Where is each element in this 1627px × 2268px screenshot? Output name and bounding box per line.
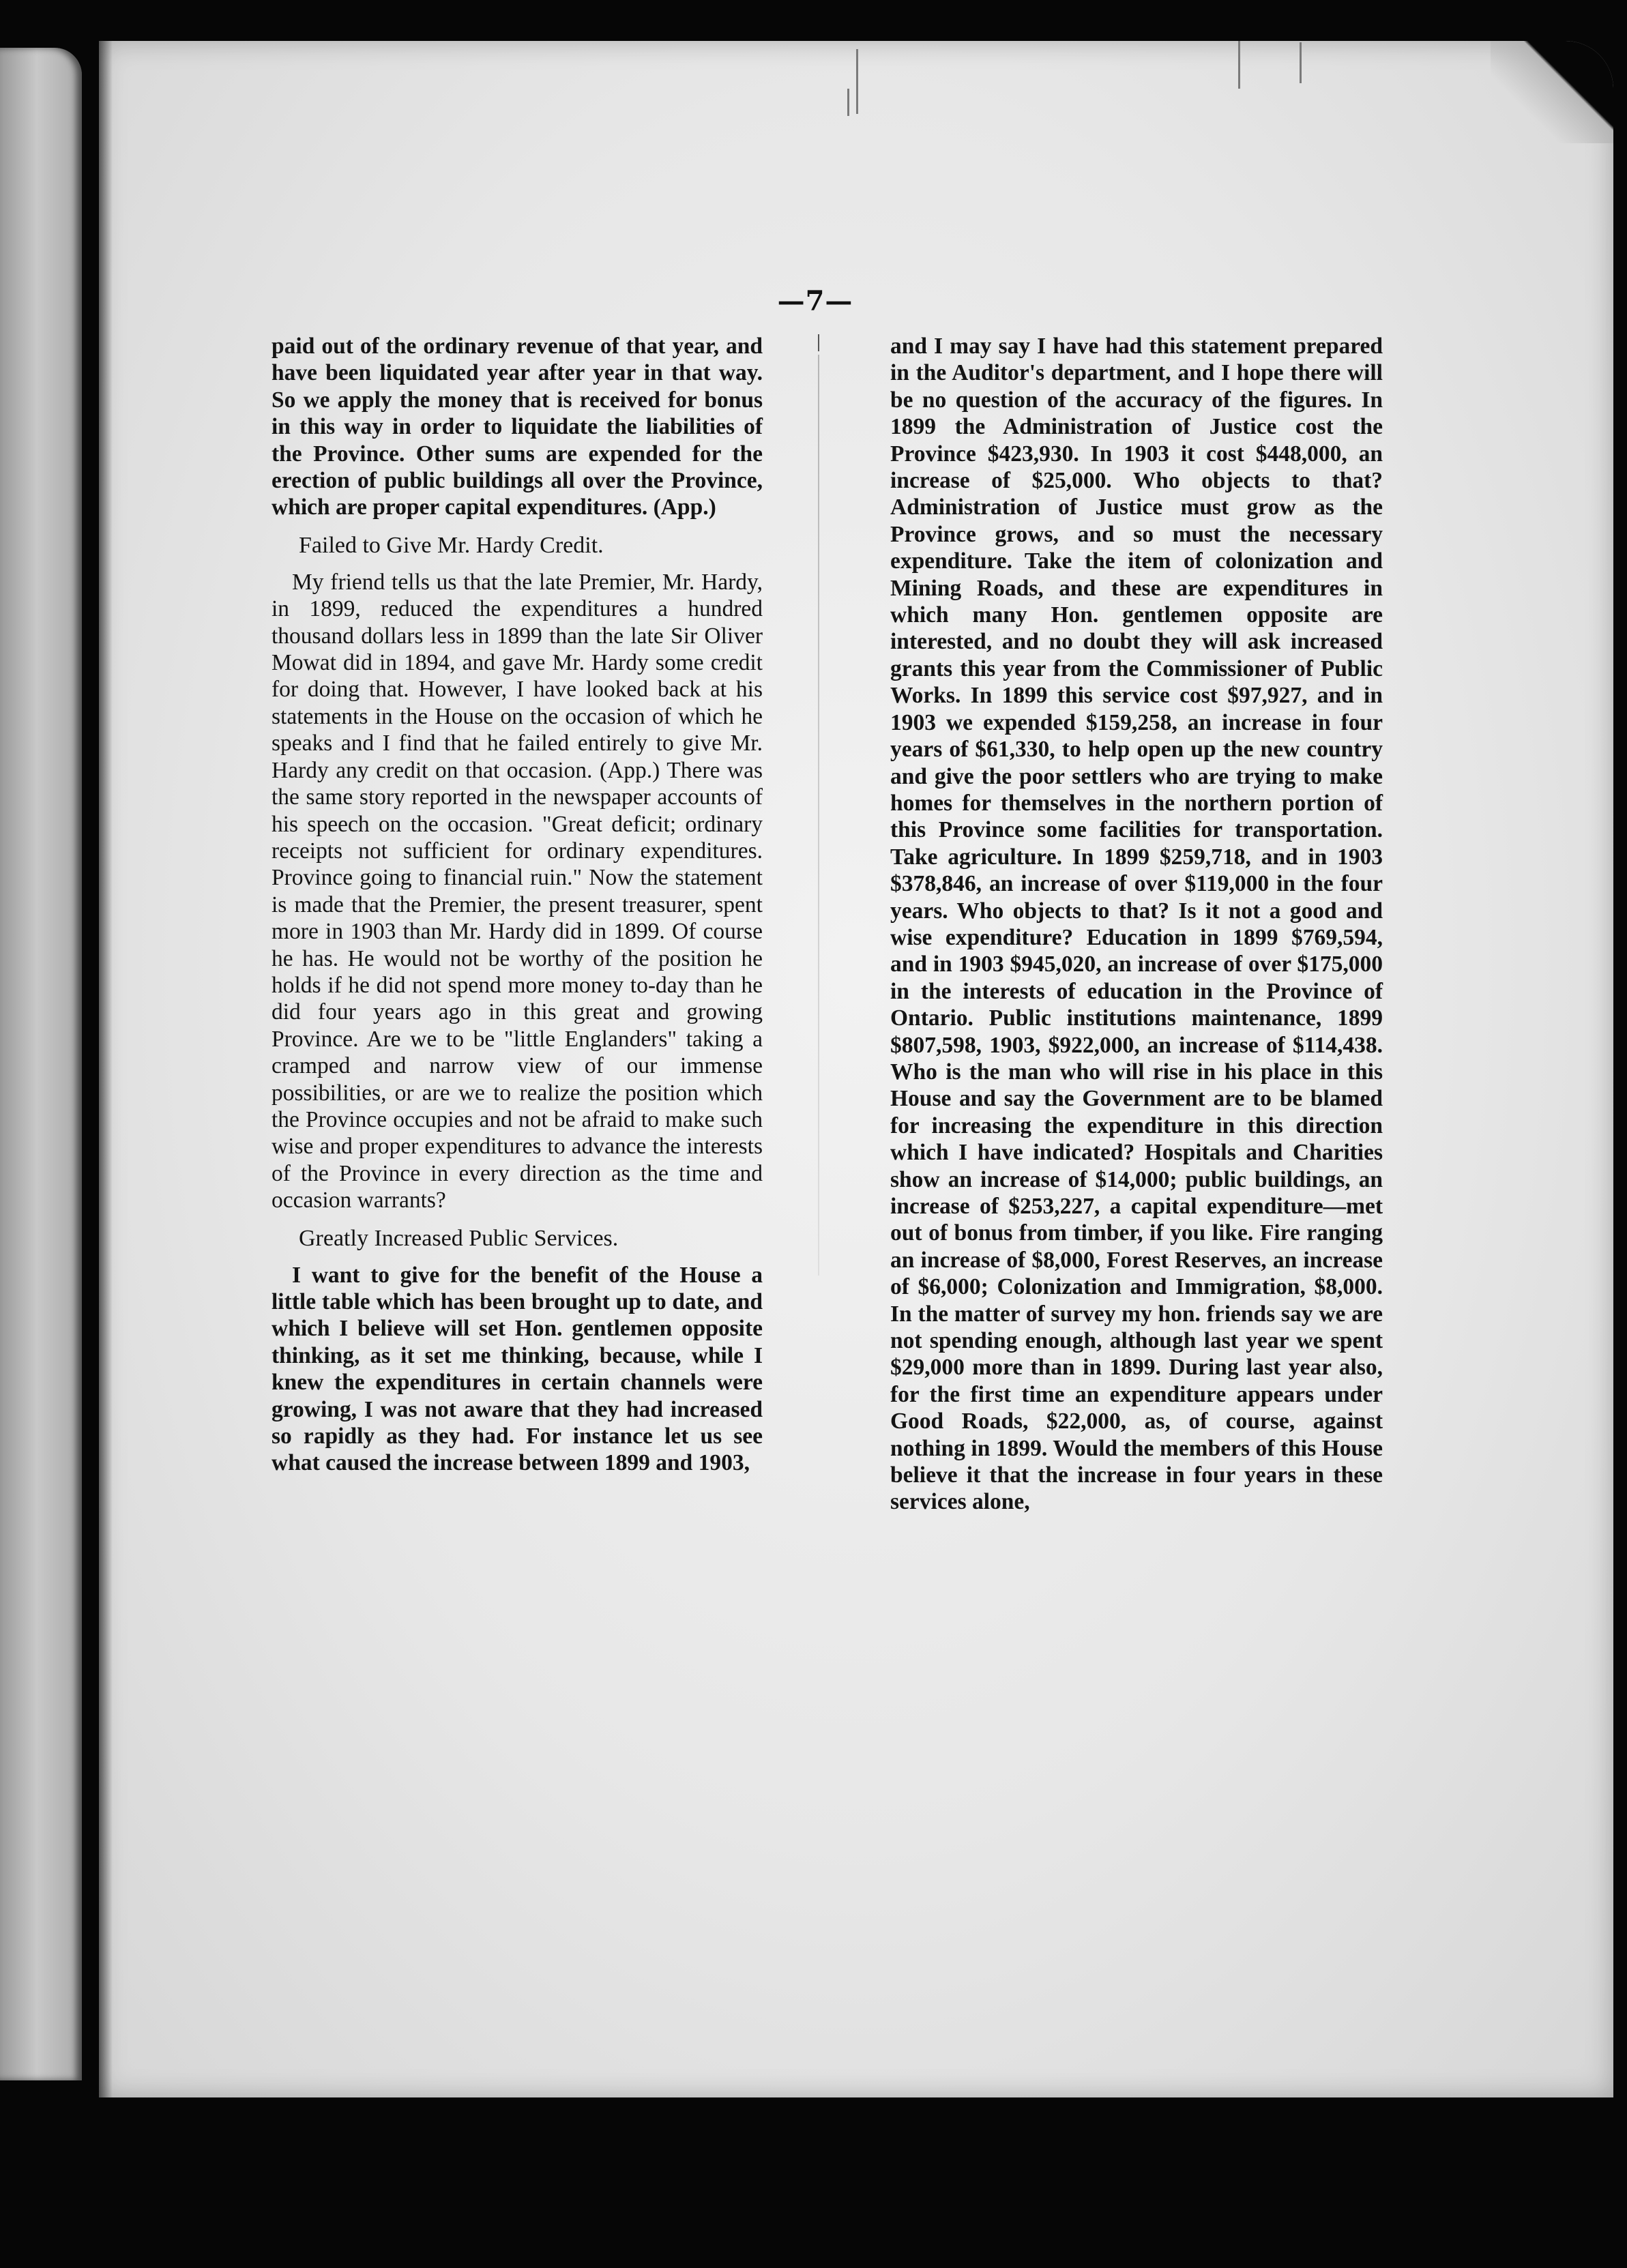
page-number: —7—: [777, 285, 853, 317]
body-paragraph: My friend tells us that the late Premier, Mr. Hardy, in 1899, reduced the expenditures a hundred thousand dollars less in 1899 than the late Sir Oliver Mowat did in 1894, and gave Mr. Hardy some credit for doing that. However, I have looked back at his statements in the House on the occasion of which he speaks and I find that he failed entirely to give Mr. Hardy any credit on that occasion. (App.) There was the same story reported in the newspaper accounts of his speech on the occasion. "Great deficit; ordinary receipts not sufficient for ordinary expenditures. Province going to financial ruin." Now the statement is made that the Premier, the present treasurer, spent more in 1903 than Mr. Hardy did in 1899. Of course he has. He would not be worthy of the position he holds if he did not spend more money to-day than he did four years ago in this great and growing Province. Are we to be "little Englanders" taking a cramped and narrow view of our immense possibilities, or are we to realize the position which the Province occupies and not be afraid to make such wise and proper expenditures to advance the interests of the Province in every direction as the time and occasion warrants?: [272, 569, 763, 1213]
section-heading: Failed to Give Mr. Hardy Credit.: [299, 532, 604, 558]
scan-artifact: [1238, 41, 1240, 89]
column-rule: [818, 334, 819, 351]
scan-artifact: [1300, 42, 1302, 83]
scan-artifact: [856, 49, 858, 114]
column-rule-faint: [818, 355, 819, 1276]
previous-page-edge: [0, 48, 82, 2080]
section-heading: Greatly Increased Public Services.: [299, 1225, 619, 1251]
scan-artifact: [847, 89, 849, 116]
body-paragraph: I want to give for the benefit of the House a little table which has been brought up to date, and which I believe will set Hon. gentlemen opposite thinking, as it set me thinking, because, while I knew the expenditures in certain channels were growing, I was not aware that they had increased so rapidly as they had. For instance let us see what caused the increase between 1899 and 1903,: [272, 1262, 763, 1476]
body-paragraph: and I may say I have had this statement prepared in the Auditor's department, and I hope there will be no question of the accuracy of the figures. In 1899 the Administration of Justice cost the Province $423,930. In 1903 it cost $448,000, an increase of $25,000. Who objects to that? Administration of Justice must grow as the Province grows, and so must the necessary expenditure. Take the item of colonization and Mining Roads, and these are expenditures in which many Hon. gentlemen opposite are interested, and no doubt they will ask increased grants this year from the Commissioner of Public Works. In 1899 this service cost $97,927, and in 1903 we expended $159,258, an increase in four years of $61,330, to help open up the new country and give the poor settlers who are trying to make homes for themselves in the northern portion of this Province some facilities for transportation. Take agriculture. In 1899 $259,718, and in 1903 $378,846, an increase of over $119,000 in the four years. Who objects to that? Is it not a good and wise expenditure? Education in 1899 $769,594, and in 1903 $945,020, an increase of over $175,000 in the interests of education in the Province of Ontario. Public institutions maintenance, 1899 $807,598, 1903, $922,000, an increase of $114,438. Who is the man who will rise in his place in this House and say the Government are to be blamed for increasing the expenditure in this direction which I have indicated? Hospitals and Charities show an increase of $14,000; public buildings, an increase of $253,227, a capital expenditure—met out of bonus from timber, if you like. Fire ranging an increase of $8,000, Forest Reserves, an increase of $6,000; Colonization and Immigration, $8,000. In the matter of survey my hon. friends say we are not spending enough, although last year we spent $29,000 more than in 1899. During last year also, for the first time an expenditure appears under Good Roads, $22,000, as, of course, against nothing in 1899. Would the members of this House believe it that the increase in four years in these services alone,: [890, 334, 1383, 1515]
right-column: [890, 333, 1383, 1516]
left-column: [272, 333, 763, 1477]
body-paragraph: paid out of the ordinary revenue of that year, and have been liquidated year after year in that way. So we apply the money that is received for bonus in this way in order to liquidate the liabilities of the Province. Other sums are expended for the erection of public buildings all over the Province, which are proper capital expenditures. (App.): [272, 334, 763, 520]
page-gutter-shadow: [99, 41, 113, 2097]
